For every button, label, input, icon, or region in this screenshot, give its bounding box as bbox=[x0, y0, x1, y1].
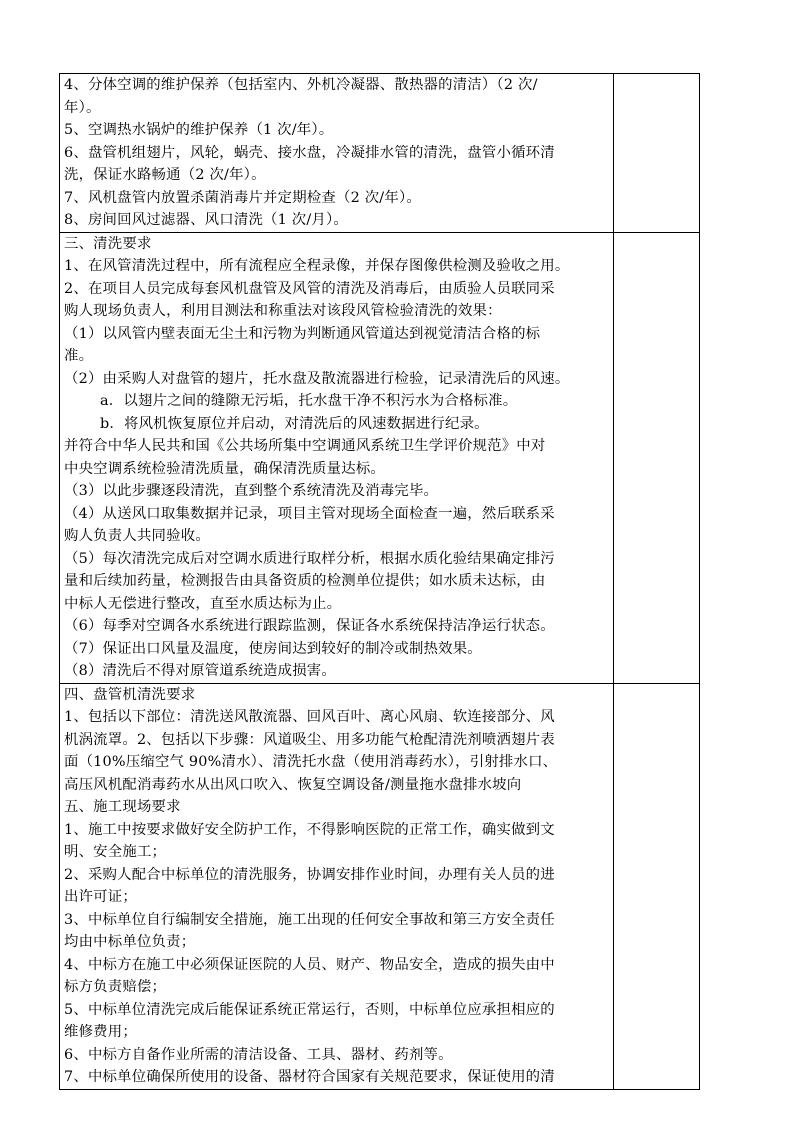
text-line: （8）清洗后不得对原管道系统造成损害。 bbox=[64, 663, 336, 679]
text-line: （2）由采购人对盘管的翅片，托水盘及散流器进行检验，记录清洗后的风速。 bbox=[64, 370, 570, 387]
side-cell-fan-coil-and-site bbox=[614, 683, 700, 1089]
text-line: 1、包括以下部位：清洗送风散流器、回风百叶、离心风扇、软连接部分、风 bbox=[64, 709, 555, 725]
text-line: （1）以风管内壁表面无尘土和污物为判断通风管道达到视觉清洁合格的标 bbox=[64, 325, 541, 342]
text-line: 中标人无偿进行整改，直至水质达标为止。 bbox=[64, 595, 342, 612]
text-line: 6、中标方自备作业所需的清洁设备、工具、器材、药剂等。 bbox=[64, 1046, 453, 1063]
text-line: 5、空调热水锅炉的维护保养（1 次/年）。 bbox=[64, 122, 334, 138]
content-cell-cleaning-requirements bbox=[60, 232, 614, 683]
text-line: 洗，保证水路畅通（2 次/年）。 bbox=[64, 167, 266, 183]
table-row-maintenance bbox=[60, 74, 700, 233]
text-line: （3）以此步骤逐段清洗，直到整个系统清洗及消毒完毕。 bbox=[64, 483, 439, 499]
section-heading: 三、清洗要求 bbox=[64, 235, 152, 252]
table-row-cleaning-requirements bbox=[60, 232, 700, 683]
text-line: 8、房间回风过滤器、风口清洗（1 次/月）。 bbox=[64, 212, 348, 228]
text-line: 7、风机盘管内放置杀菌消毒片并定期检查（2 次/年）。 bbox=[64, 189, 421, 206]
text-line: a．以翅片之间的缝隙无污垢，托水盘干净不积污水为合格标准。 bbox=[100, 393, 518, 409]
text-line: 均由中标单位负责； bbox=[64, 934, 196, 950]
text-line: 维修费用； bbox=[64, 1024, 137, 1040]
text-line: 准。 bbox=[64, 348, 94, 364]
section-heading: 五、施工现场要求 bbox=[64, 799, 181, 815]
text-line: 1、施工中按要求做好安全防护工作，不得影响医院的正常工作，确实做到文 bbox=[64, 821, 555, 838]
text-line: 机涡流罩。2、包括以下步骤：风道吸尘、用多功能气枪配清洗剂喷洒翅片表 bbox=[64, 731, 555, 748]
text-line: （4）从送风口取集数据并记录，项目主管对现场全面检查一遍，然后联系采 bbox=[64, 505, 555, 522]
text-line: b．将风机恢复原位并启动，对清洗后的风速数据进行纪录。 bbox=[100, 415, 489, 432]
section-heading: 四、盘管机清洗要求 bbox=[64, 686, 196, 703]
text-line: 并符合中华人民共和国《公共场所集中空调通风系统卫生学评价规范》中对 bbox=[64, 438, 546, 454]
text-line: 面（10%压缩空气 90%清水）、清洗托水盘（使用消毒药水），引射排水口、 bbox=[64, 754, 558, 770]
text-line: 4、分体空调的维护保养（包括室内、外机冷凝器、散热器的清洁）（2 次/ bbox=[64, 77, 538, 93]
content-cell-maintenance bbox=[60, 74, 614, 233]
requirements-table bbox=[59, 73, 700, 1090]
text-line: 1、在风管清洗过程中，所有流程应全程录像，并保存图像供检测及验收之用。 bbox=[64, 258, 570, 274]
text-line: 6、盘管机组翅片，风轮，蜗壳、接水盘，冷凝排水管的清洗，盘管小循环清 bbox=[64, 144, 555, 161]
text-line: 5、中标单位清洗完成后能保证系统正常运行，否则，中标单位应承担相应的 bbox=[64, 1001, 555, 1018]
text-line: 2、采购人配合中标单位的清洗服务，协调安排作业时间，办理有关人员的进 bbox=[64, 866, 555, 883]
text-line: 高压风机配消毒药水从出风口吹入、恢复空调设备/测量拖水盘排水坡向 bbox=[64, 776, 522, 793]
text-line: 3、中标单位自行编制安全措施，施工出现的任何安全事故和第三方安全责任 bbox=[64, 911, 555, 928]
text-line: 购人现场负责人，利用目测法和称重法对该段风管检验清洗的效果： bbox=[64, 303, 502, 319]
text-line: 年）。 bbox=[64, 99, 101, 116]
text-line: 中央空调系统检验清洗质量，确保清洗质量达标。 bbox=[64, 460, 385, 477]
content-cell-fan-coil-and-site bbox=[60, 683, 614, 1089]
text-line: 出许可证； bbox=[64, 889, 137, 905]
text-line: 量和后续加药量，检测报告由具备资质的检测单位提供；如水质未达标，由 bbox=[64, 573, 546, 589]
text-line: （7）保证出口风量及温度，使房间达到较好的制冷或制热效果。 bbox=[64, 640, 482, 657]
side-cell-cleaning-requirements bbox=[614, 232, 700, 683]
text-line: （5）每次清洗完成后对空调水质进行取样分析，根据水质化验结果确定排污 bbox=[64, 550, 555, 567]
side-cell-maintenance bbox=[614, 74, 700, 233]
text-line: 标方负责赔偿； bbox=[64, 979, 167, 995]
table-row-fan-coil-and-site bbox=[60, 683, 700, 1089]
text-line: 7、中标单位确保所使用的设备、器材符合国家有关规范要求，保证使用的清 bbox=[64, 1069, 555, 1085]
text-line: （6）每季对空调各水系统进行跟踪监测，保证各水系统保持洁净运行状态。 bbox=[64, 618, 555, 634]
text-line: 4、中标方在施工中必须保证医院的人员、财产、物品安全，造成的损失由中 bbox=[64, 956, 555, 973]
text-line: 2、在项目人员完成每套风机盘管及风管的清洗及消毒后，由质验人员联同采 bbox=[64, 280, 555, 297]
text-line: 明、安全施工； bbox=[64, 844, 167, 860]
text-line: 购人负责人共同验收。 bbox=[64, 528, 210, 544]
